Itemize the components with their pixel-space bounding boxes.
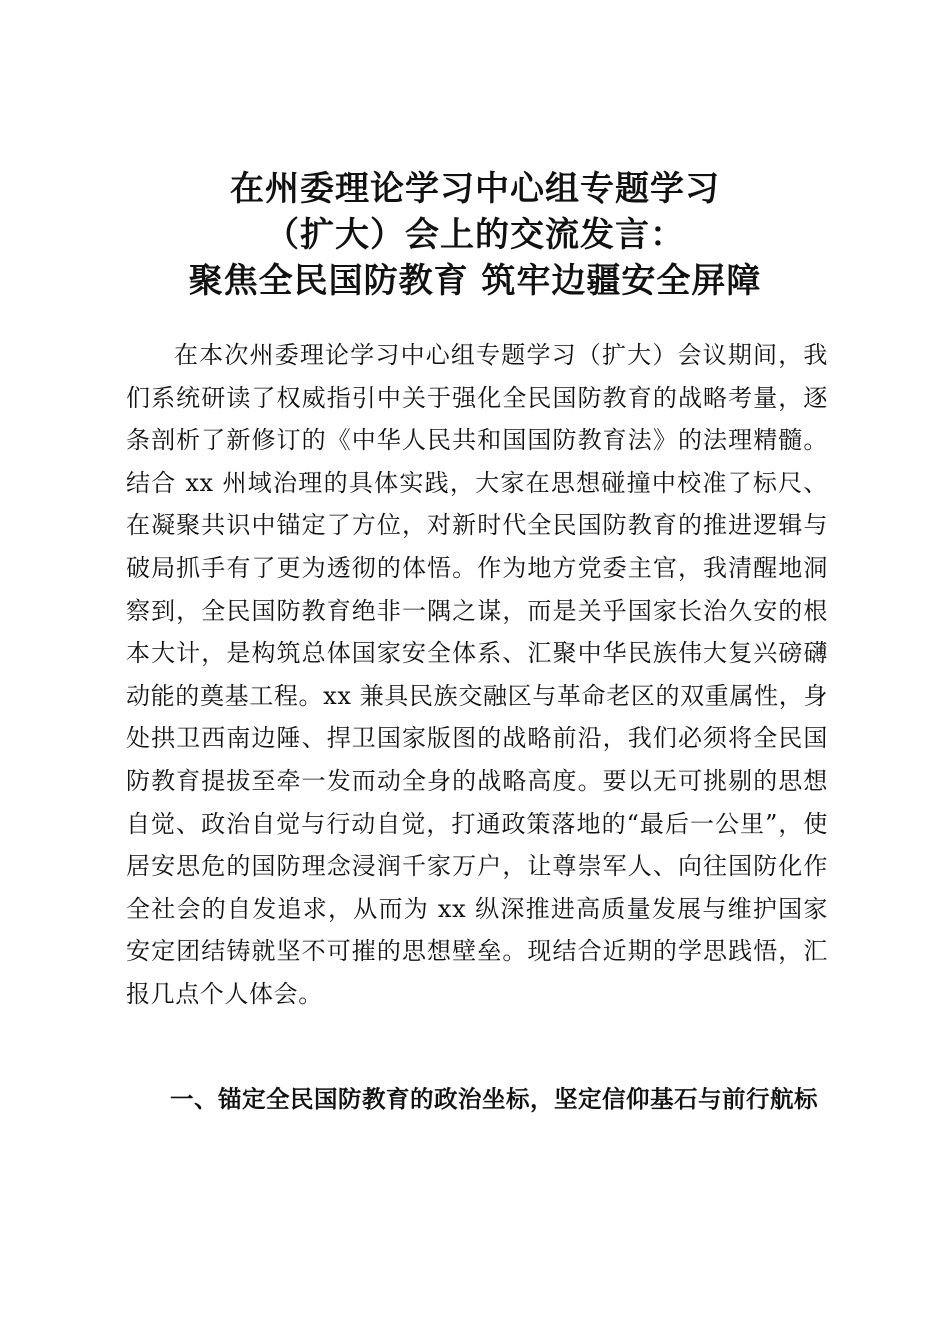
section-heading: 一、锚定全民国防教育的政治坐标，坚定信仰基石与前行航标 [170,1085,818,1113]
title-line-3: 聚焦全民国防教育 筑牢边疆安全屏障 [188,261,762,301]
document-title [100,166,850,304]
body-paragraph: 在本次州委理论学习中心组专题学习（扩大）会议期间，我们系统研读了权威指引中关于强化全民国防教育的战略考量，逐条剖析了新修订的《中华人民共和国国防教育法》的法理精髓。结合 xx 州域治理的具体实践，大家在思想碰撞中校准了标尺、在凝聚共识中锚定了方位，对新时代全民国防教育的推进逻辑与破局抓手有了更为透彻的体悟。作为地方党委主官，我清醒地洞察到，全民国防教育绝非一隅之谋，而是关乎国家长治久安的根本大计，是构筑总体国家安全体系、汇聚中华民族伟大复兴磅礴动能的奠基工程。xx 兼具民族交融区与革命老区的双重属性，身处拱卫西南边陲、捍卫国家版图的战略前沿，我们必须将全民国防教育提拔至牵一发而动全身的战略高度。要以无可挑剔的思想自觉、政治自觉与行动自觉，打通政策落地的“最后一公里”，使居安思危的国防理念浸润千家万户，让尊崇军人、向往国防化作全社会的自发追求，从而为 xx 纵深推进高质量发展与维护国家安定团结铸就坚不可摧的思想壁垒。现结合近期的学思践悟，汇报几点个人体会。 [126,341,828,1008]
title-line-2: （扩大）会上的交流发言： [265,215,685,255]
title-line-1: 在州委理论学习中心组专题学习 [230,169,720,209]
